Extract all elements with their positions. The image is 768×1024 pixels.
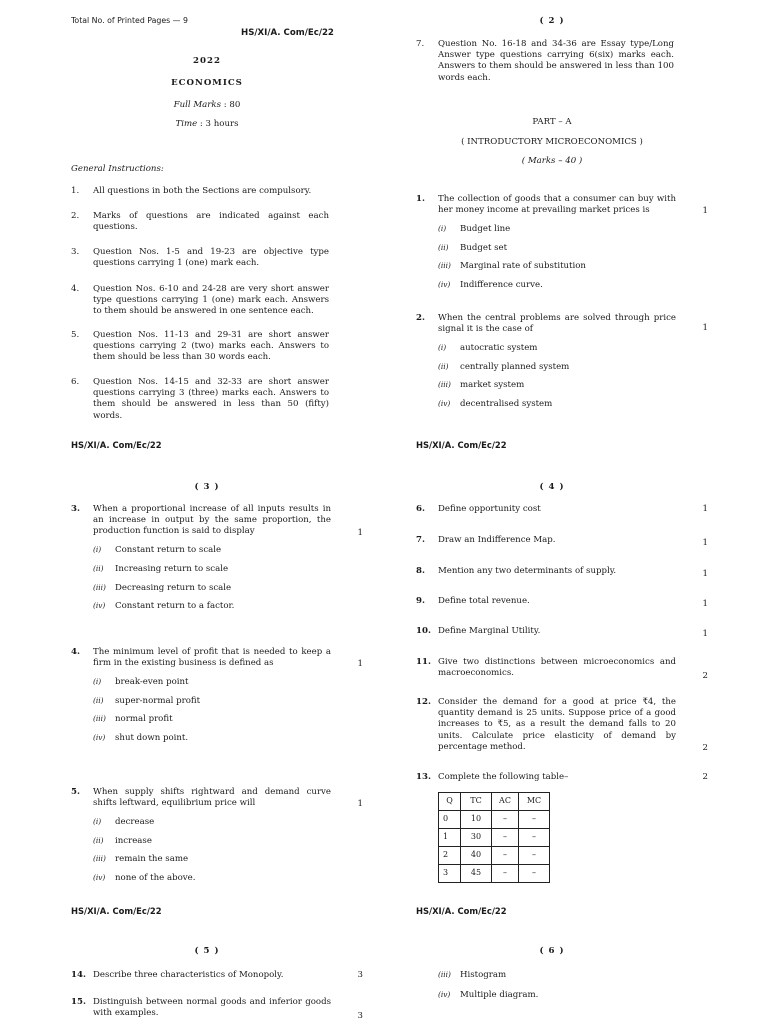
table-cell: 2 xyxy=(439,847,461,865)
table-cell: – xyxy=(492,811,519,829)
question-marks: 2 xyxy=(702,743,708,753)
instruction-text: Question Nos. 11-13 and 29-31 are short answer questions carrying 2 (two) marks each. Answers to them should be less than 30 words each. xyxy=(93,330,329,363)
question-marks: 1 xyxy=(702,206,708,216)
option xyxy=(93,714,343,725)
question-12 xyxy=(416,697,708,753)
cost-table xyxy=(438,792,550,883)
full-marks-label: Full Marks xyxy=(173,100,222,110)
table-cell: – xyxy=(492,847,519,865)
page-left-top xyxy=(71,14,343,454)
option-roman: (i) xyxy=(93,676,102,686)
option-text: Increasing return to scale xyxy=(115,563,229,574)
full-marks xyxy=(71,100,343,111)
question-10 xyxy=(416,626,708,639)
option-roman: (iv) xyxy=(93,733,106,743)
option-text: Constant return to scale xyxy=(115,545,222,556)
page-right-top xyxy=(416,14,708,454)
question-marks: 1 xyxy=(702,629,708,639)
option-roman: (iv) xyxy=(93,873,106,883)
option-text: Multiple diagram. xyxy=(460,990,539,1000)
option-text: Budget line xyxy=(460,223,511,234)
question-marks: 1 xyxy=(702,569,708,579)
question-text: When a proportional increase of all inputs results in an increase in output by the same proportion, the production function is said to display xyxy=(93,504,331,537)
time-label: Time xyxy=(175,119,198,129)
instruction-item xyxy=(71,284,329,318)
question-number: 13. xyxy=(416,772,431,782)
table-cell: 1 xyxy=(439,829,461,847)
instruction-number: 5. xyxy=(71,330,80,340)
question-text: Consider the demand for a good at price ₹4, the quantity demand is 25 units. Suppose price of a good increases to ₹5, as a result the demand falls to 20 units. Calculate price elasticity of demand by percentage method. xyxy=(438,697,676,752)
instruction-number: 1. xyxy=(71,186,80,196)
option-roman: (iv) xyxy=(438,990,451,999)
option-text: market system xyxy=(460,380,525,391)
option-roman: (iii) xyxy=(93,854,106,864)
question-3 xyxy=(71,504,363,613)
option-text: increase xyxy=(115,835,152,846)
instruction-item xyxy=(71,330,329,364)
option xyxy=(438,343,688,354)
question-number: 5. xyxy=(71,787,80,797)
question-2 xyxy=(416,313,708,410)
table-cell: – xyxy=(519,811,550,829)
option xyxy=(438,362,688,373)
subject-title: ECONOMICS xyxy=(171,78,243,88)
option-roman: (iii) xyxy=(93,714,106,724)
table-cell: 10 xyxy=(461,811,492,829)
option xyxy=(93,696,343,707)
question-number: 1. xyxy=(416,194,425,204)
question-text: Define opportunity cost xyxy=(438,504,541,514)
instruction-text: Marks of questions are indicated against each questions. xyxy=(93,211,329,233)
table-header-q: Q xyxy=(439,793,461,811)
option xyxy=(93,836,343,847)
question-marks: 2 xyxy=(702,772,708,782)
instruction-item xyxy=(71,377,329,422)
table-cell: – xyxy=(519,847,550,865)
question-text: Define total revenue. xyxy=(438,596,530,606)
page-right-middle xyxy=(416,482,708,922)
option-roman: (ii) xyxy=(93,563,104,573)
option xyxy=(93,677,343,688)
question-marks: 1 xyxy=(702,538,708,548)
question-number: 15. xyxy=(71,997,86,1007)
question-marks: 1 xyxy=(702,599,708,609)
question-15 xyxy=(71,997,363,1021)
question-number: 8. xyxy=(416,566,425,576)
table-header-tc: TC xyxy=(461,793,492,811)
option-roman: (ii) xyxy=(93,695,104,705)
question-text: The collection of goods that a consumer can buy with her money income at prevailing market prices is xyxy=(438,194,676,216)
instruction-text: All questions in both the Sections are compulsory. xyxy=(93,186,312,196)
instruction-text: Question Nos. 14-15 and 32-33 are short answer questions carrying 3 (three) marks each. Answers to them should be answered in less than 50 (fifty) words. xyxy=(93,377,329,421)
question-text: Give two distinctions between microeconomics and macroeconomics. xyxy=(438,657,676,679)
table-cell: 3 xyxy=(439,865,461,883)
option xyxy=(93,583,343,594)
question-number: 6. xyxy=(416,504,425,514)
option-roman: (iii) xyxy=(438,380,451,390)
option xyxy=(93,733,343,744)
table-cell: 45 xyxy=(461,865,492,883)
instruction-text: Question Nos. 6-10 and 24-28 are very short answer type questions carrying 1 (one) mark each. Answers to them should be answered in one sentence each. xyxy=(93,284,329,317)
question-marks: 1 xyxy=(702,504,708,514)
question-marks: 1 xyxy=(357,659,363,669)
question-number: 9. xyxy=(416,596,425,606)
option-text: Indifference curve. xyxy=(460,280,543,291)
question-marks: 3 xyxy=(357,1011,363,1021)
option-text: autocratic system xyxy=(460,342,538,353)
option-text: Histogram xyxy=(460,970,507,980)
table-cell: 0 xyxy=(439,811,461,829)
paper-code: HS/XI/A. Com/Ec/22 xyxy=(241,28,334,38)
question-number: 7. xyxy=(416,535,425,545)
general-instructions-heading: General Instructions: xyxy=(71,164,164,174)
option xyxy=(438,399,688,410)
question-4 xyxy=(71,647,363,744)
option-roman: (iii) xyxy=(438,970,451,979)
question-7 xyxy=(416,535,708,548)
printed-pages: Total No. of Printed Pages — 9 xyxy=(71,16,188,25)
table-cell: – xyxy=(492,865,519,883)
instruction-text: Question Nos. 1-5 and 19-23 are objective type questions carrying 1 (one) mark each. xyxy=(93,247,329,269)
question-8 xyxy=(416,566,708,579)
question-number: 2. xyxy=(416,313,425,323)
question-text: Define Marginal Utility. xyxy=(438,626,541,636)
question-6 xyxy=(416,504,708,515)
option-text: decrease xyxy=(115,816,155,827)
option-text: remain the same xyxy=(115,854,189,865)
option-roman: (ii) xyxy=(438,242,449,252)
question-text: When the central problems are solved through price signal it is the case of xyxy=(438,313,676,335)
question-number: 4. xyxy=(71,647,80,657)
option-text: shut down point. xyxy=(115,733,189,744)
page-number: ( 6 ) xyxy=(539,946,565,956)
table-row xyxy=(439,829,550,847)
option-roman: (i) xyxy=(438,342,447,352)
option-text: Budget set xyxy=(460,242,508,253)
page-footer: HS/XI/A. Com/Ec/22 xyxy=(71,440,162,450)
question-marks: 1 xyxy=(357,528,363,538)
option-roman: (iv) xyxy=(438,280,451,290)
option-text: decentralised system xyxy=(460,399,553,410)
table-header-ac: AC xyxy=(492,793,519,811)
option-text: break-even point xyxy=(115,676,189,687)
page-number: ( 3 ) xyxy=(194,482,220,492)
question-text: When supply shifts rightward and demand curve shifts leftward, equilibrium price will xyxy=(93,787,331,809)
option-text: Marginal rate of substitution xyxy=(460,261,586,272)
time-value: : 3 hours xyxy=(199,119,239,129)
page-number: ( 4 ) xyxy=(539,482,565,492)
table-cell: – xyxy=(519,865,550,883)
option-text: Decreasing return to scale xyxy=(115,582,232,593)
table-header-row xyxy=(439,793,550,811)
option-roman: (ii) xyxy=(438,361,449,371)
option-roman: (i) xyxy=(93,545,102,555)
table-header-mc: MC xyxy=(519,793,550,811)
page-right-bottom xyxy=(416,946,688,1024)
question-number: 14. xyxy=(71,970,86,980)
table-cell: 30 xyxy=(461,829,492,847)
option-roman: (i) xyxy=(438,223,447,233)
option-text: normal profit xyxy=(115,714,173,725)
exam-year: 2022 xyxy=(193,56,221,66)
option xyxy=(438,280,688,291)
instruction-text: Question No. 16-18 and 34-36 are Essay type/Long Answer type questions carrying 6(six) marks each. Answers to them should be answered in less than 100 words each. xyxy=(438,39,674,83)
question-number: 12. xyxy=(416,697,431,707)
question-text: Distinguish between normal goods and inferior goods with examples. xyxy=(93,997,331,1019)
instruction-number: 6. xyxy=(71,377,80,387)
question-text: Mention any two determinants of supply. xyxy=(438,566,617,576)
question-marks: 1 xyxy=(357,799,363,809)
page-left-bottom xyxy=(71,946,363,1024)
instruction-item xyxy=(71,211,329,233)
option-roman: (iii) xyxy=(438,261,451,271)
question-text: Draw an Indifference Map. xyxy=(438,535,556,545)
question-number: 10. xyxy=(416,626,431,636)
option xyxy=(438,243,688,254)
page-footer: HS/XI/A. Com/Ec/22 xyxy=(416,906,507,916)
part-heading: PART – A xyxy=(532,117,572,127)
option-roman: (iv) xyxy=(93,601,106,611)
part-title: ( INTRODUCTORY MICROECONOMICS ) xyxy=(461,137,643,147)
question-text: Describe three characteristics of Monopoly. xyxy=(93,970,284,980)
table-row xyxy=(439,811,550,829)
option-text: none of the above. xyxy=(115,873,196,884)
table-cell: – xyxy=(519,829,550,847)
question-text: Complete the following table– xyxy=(438,772,569,782)
option xyxy=(438,380,688,391)
option xyxy=(93,545,343,556)
option xyxy=(93,817,343,828)
page-left-middle xyxy=(71,482,363,922)
option xyxy=(438,224,688,235)
question-text: The minimum level of profit that is needed to keep a firm in the existing business is defined as xyxy=(93,647,331,669)
table-cell: – xyxy=(492,829,519,847)
table-row xyxy=(439,865,550,883)
page-number: ( 2 ) xyxy=(539,16,565,26)
instruction-item xyxy=(71,247,329,269)
option xyxy=(93,873,343,884)
option-text: Constant return to a factor. xyxy=(115,601,235,612)
question-14 xyxy=(71,970,363,981)
question-9 xyxy=(416,596,708,609)
page-footer: HS/XI/A. Com/Ec/22 xyxy=(71,906,162,916)
instruction-number: 2. xyxy=(71,211,80,221)
full-marks-value: : 80 xyxy=(223,100,241,110)
option xyxy=(438,261,688,272)
question-1 xyxy=(416,194,708,291)
option xyxy=(93,601,343,612)
question-marks: 3 xyxy=(357,970,363,980)
instruction-number: 4. xyxy=(71,284,80,294)
time-allowed xyxy=(71,119,343,130)
option-text: super-normal profit xyxy=(115,695,201,706)
instruction-number: 7. xyxy=(416,39,425,49)
page-footer: HS/XI/A. Com/Ec/22 xyxy=(416,440,507,450)
option xyxy=(93,854,343,865)
question-11 xyxy=(416,657,708,681)
table-row xyxy=(439,847,550,865)
instruction-item xyxy=(71,186,329,197)
instruction-number: 3. xyxy=(71,247,80,257)
table-cell: 40 xyxy=(461,847,492,865)
option-roman: (ii) xyxy=(93,835,104,845)
option-roman: (iii) xyxy=(93,582,106,592)
page-number: ( 5 ) xyxy=(194,946,220,956)
question-number: 3. xyxy=(71,504,80,514)
option-text: centrally planned system xyxy=(460,361,570,372)
option xyxy=(93,564,343,575)
question-5 xyxy=(71,787,363,884)
part-marks: ( Marks – 40 ) xyxy=(521,156,583,166)
instruction-item xyxy=(416,39,674,84)
option xyxy=(438,990,538,1001)
question-marks: 2 xyxy=(702,671,708,681)
question-number: 11. xyxy=(416,657,431,667)
question-marks: 1 xyxy=(702,323,708,333)
option xyxy=(438,970,506,981)
question-13 xyxy=(416,772,708,783)
option-roman: (i) xyxy=(93,816,102,826)
option-roman: (iv) xyxy=(438,399,451,409)
